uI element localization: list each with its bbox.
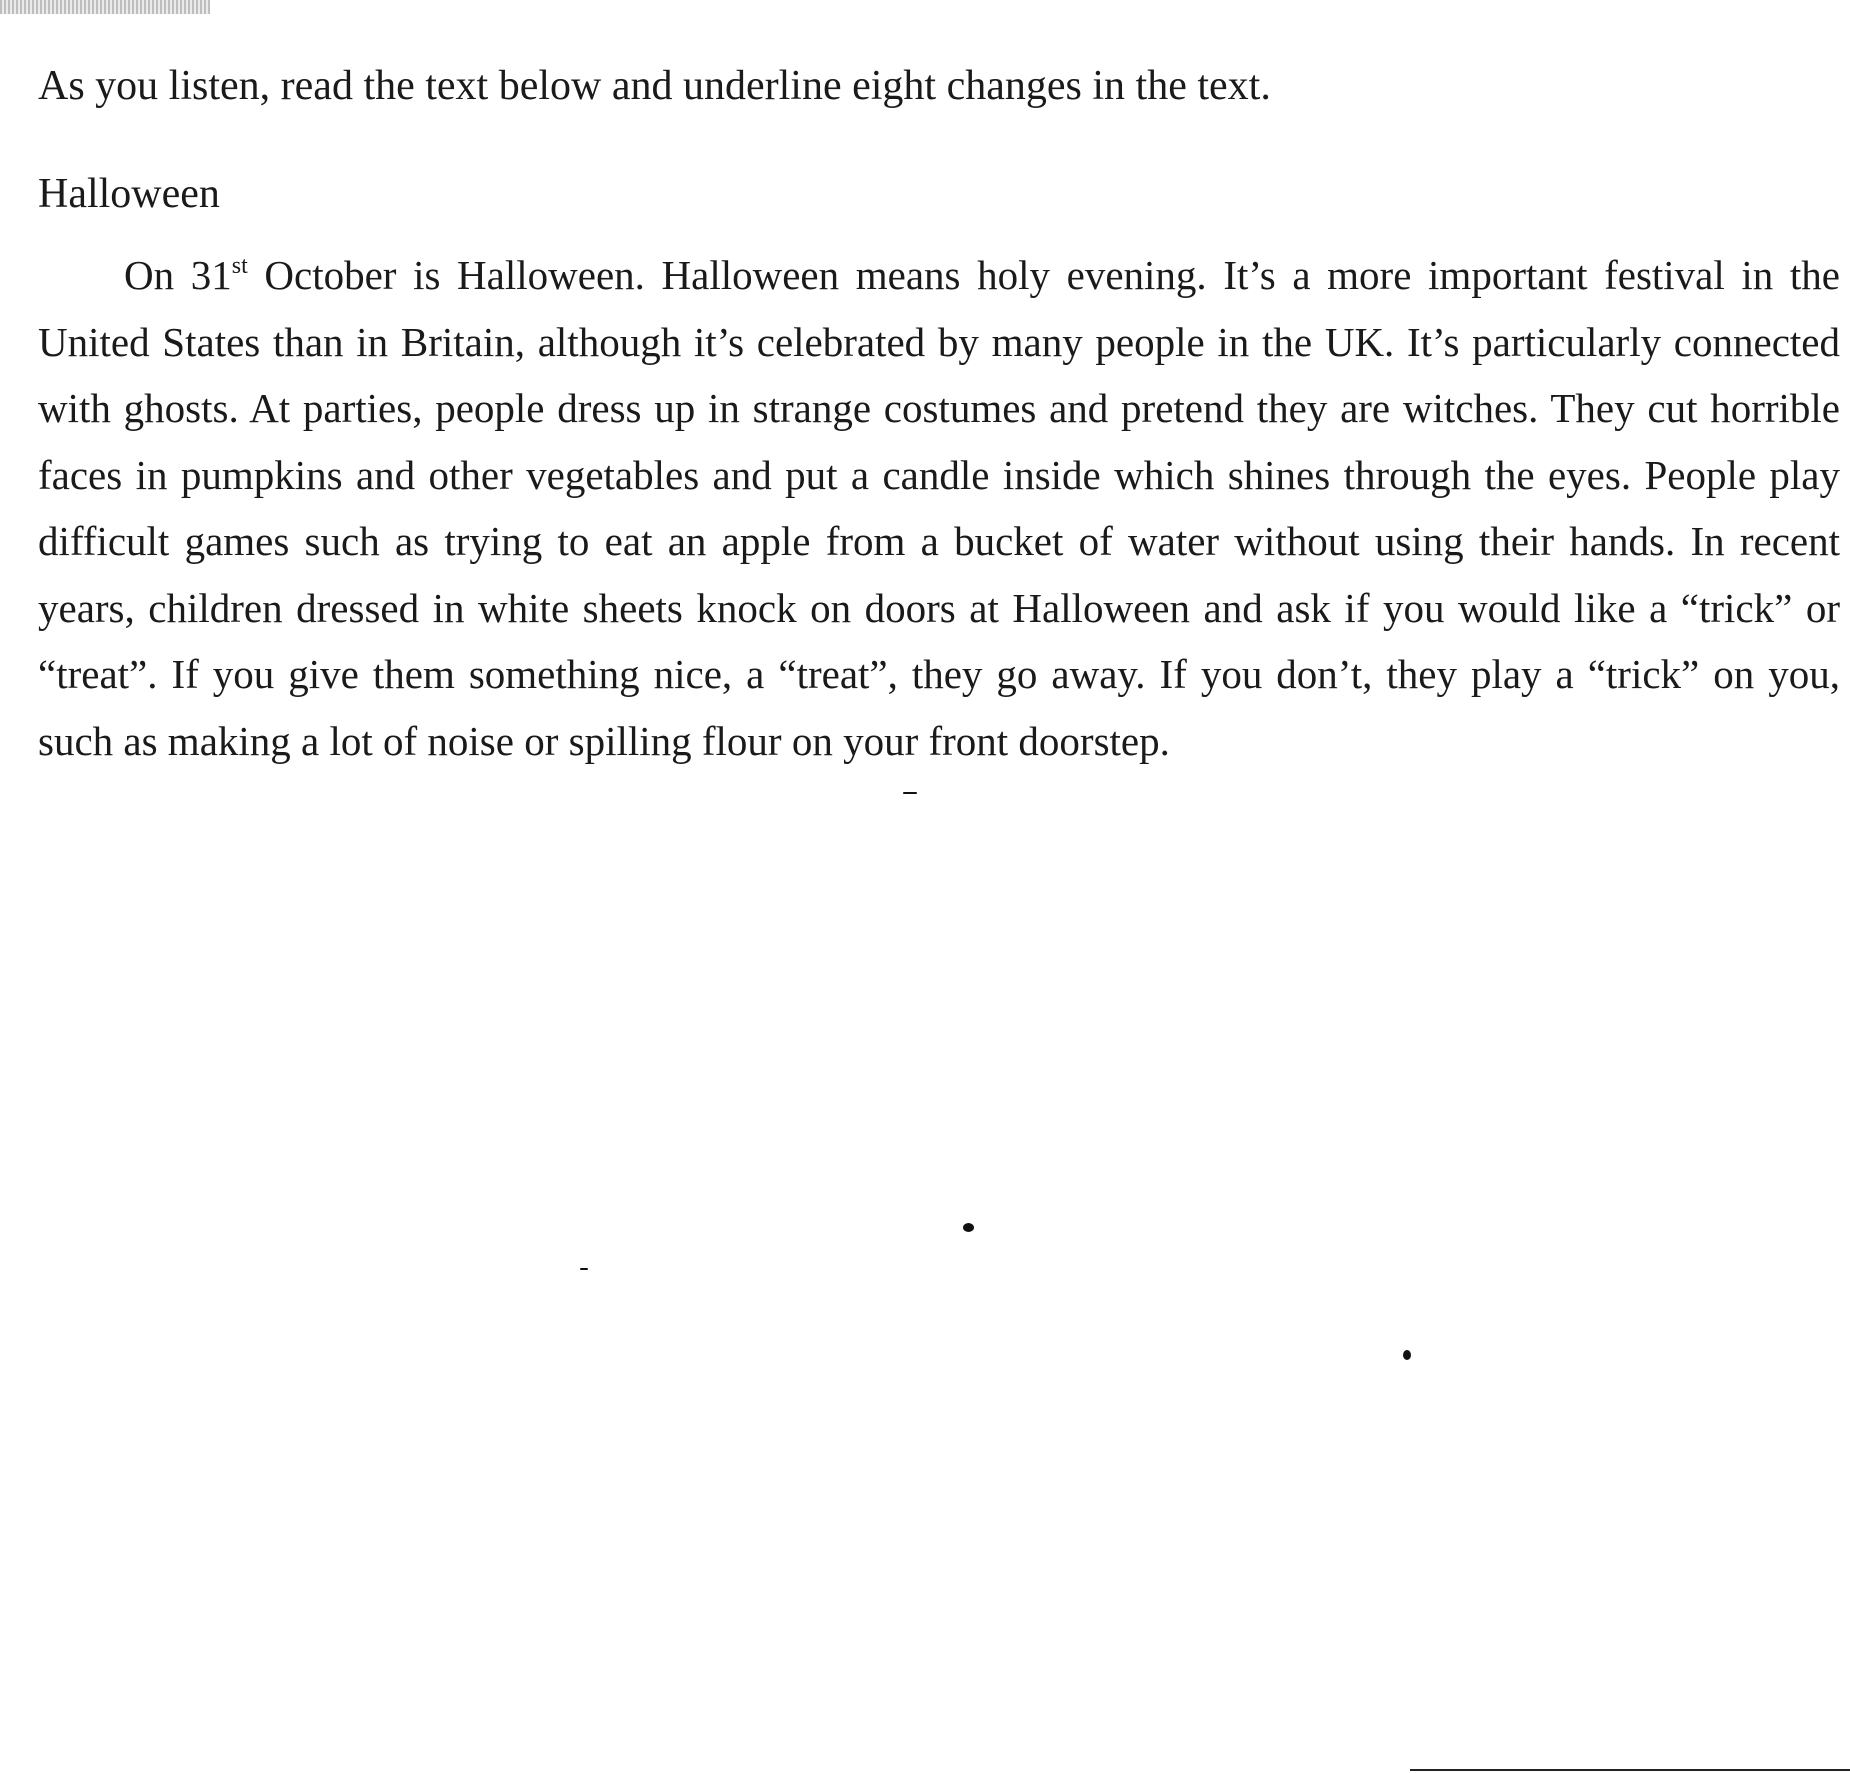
- scan-speck: [963, 1223, 974, 1232]
- passage-body: October is Halloween. Halloween means holy evening. It’s a more important festival in the United States than in Britain, although it’s celebrated by many people in the UK. It’s particularly connected with ghosts. At parties, people dress up in strange costumes and pretend they are witches. They cut horrible faces in pumpkins and other vegetables and put a candle inside which shines through the eyes. People play difficult games such as trying to eat an apple from a bucket of water without using their hands. In recent years, children dressed in white sheets knock on doors at Halloween and ask if you would like a “trick” or “treat”. If you give them something nice, a “treat”, they go away. If you don’t, they play a “trick” on you, such as making a lot of noise or spilling flour on your front doorstep.: [38, 252, 1841, 764]
- scan-artifact: [0, 0, 210, 14]
- scan-speck: [1403, 1350, 1411, 1360]
- scan-speck: [580, 1268, 588, 1270]
- exercise-instruction: As you listen, read the text below and underline eight changes in the text.: [38, 63, 1271, 109]
- date-ordinal: st: [231, 253, 248, 279]
- page-edge-rule: [1410, 1769, 1850, 1771]
- scan-speck: [903, 792, 917, 794]
- passage-date: On 31: [124, 252, 232, 298]
- passage-text: [38, 242, 1840, 774]
- passage-heading: Halloween: [38, 171, 220, 217]
